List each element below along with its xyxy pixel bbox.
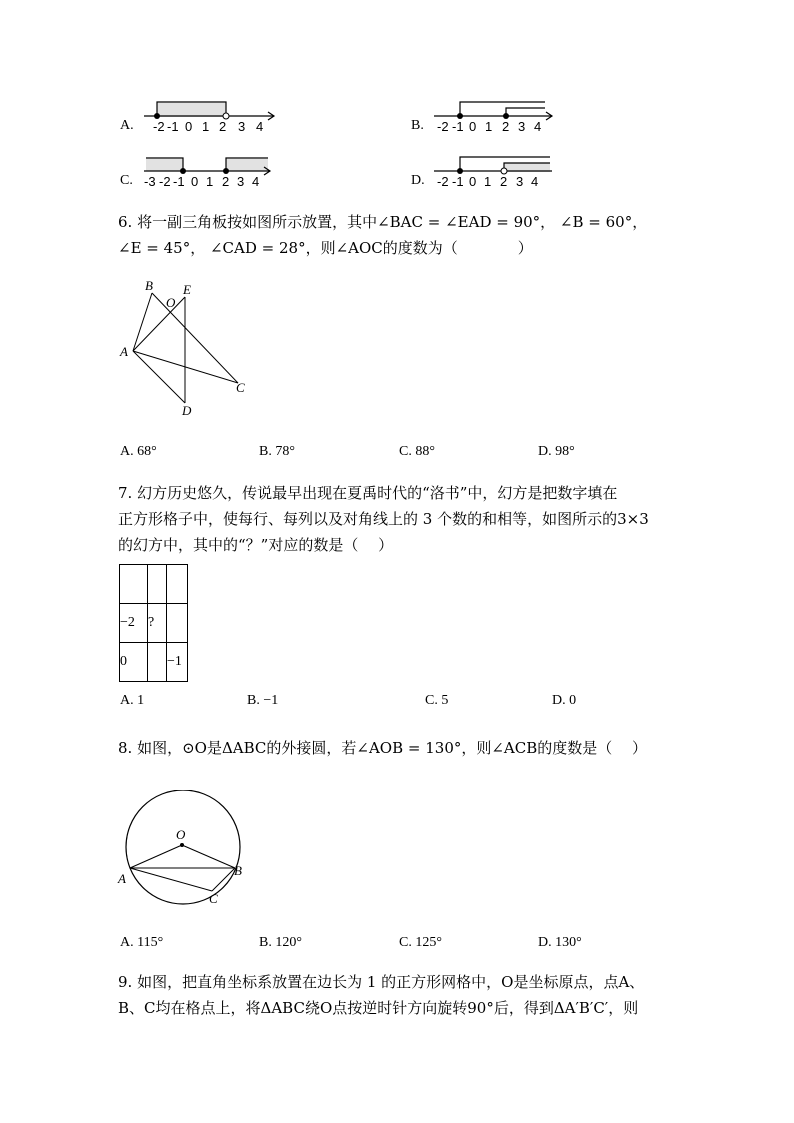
q8-circle-figure	[112, 790, 257, 910]
bracket-left	[460, 102, 545, 116]
option-value: 5	[441, 693, 449, 708]
tick-label: 4	[252, 174, 260, 189]
tick-label: 1	[484, 174, 492, 189]
option-letter: A.	[120, 444, 134, 459]
q8-number: 8.	[118, 739, 133, 757]
center-dot	[180, 843, 184, 847]
tick-label: -1	[173, 174, 185, 189]
option-letter: A.	[120, 693, 134, 708]
tick-label: -2	[159, 174, 171, 189]
option-letter: D.	[538, 444, 552, 459]
option-letter: C.	[399, 444, 412, 459]
label-e: E	[183, 282, 191, 297]
option-letter: B.	[259, 444, 272, 459]
tick-label: -2	[437, 119, 449, 134]
tick-label: 0	[469, 174, 477, 189]
option-value: 78°	[275, 444, 295, 459]
option-value: 68°	[137, 444, 157, 459]
option-letter: B.	[247, 693, 260, 708]
q5-option-c-letter: C.	[120, 173, 133, 188]
grid-row	[120, 604, 188, 643]
segment-ab	[133, 293, 152, 351]
grid-cell	[167, 604, 188, 643]
option-letter: C.	[399, 935, 412, 950]
option-value: 115°	[137, 935, 164, 950]
tick-label: 3	[516, 174, 524, 189]
q8-stem-1: 如图，⊙O是ΔABC的外接圆，若∠AOB = 130°，则∠ACB的度数是（ ）	[137, 739, 648, 757]
tick-label: -1	[452, 174, 464, 189]
q7-option-a	[120, 693, 144, 709]
grid-cell	[120, 565, 148, 604]
tick-label: 2	[502, 119, 510, 134]
grid-cell: ?	[148, 604, 167, 643]
tick-label: 4	[256, 119, 264, 134]
tick-label: -1	[452, 119, 464, 134]
shade	[157, 103, 226, 117]
tick-label: 0	[469, 119, 477, 134]
q5-option-b-number-line	[430, 96, 560, 138]
label-b: B	[145, 278, 153, 293]
q8-option-c	[399, 935, 442, 951]
q7-line-1	[118, 480, 617, 506]
tick-label: 4	[534, 119, 542, 134]
tick-label: 0	[185, 119, 193, 134]
q7-option-d	[552, 693, 576, 709]
q7-option-c	[425, 693, 448, 709]
q5-option-a-number-line	[140, 96, 285, 138]
tick-label: 4	[531, 174, 539, 189]
grid-cell	[148, 643, 167, 682]
grid-cell: −1	[167, 643, 188, 682]
q5-option-b-letter: B.	[411, 118, 424, 133]
q9-line-2: B、C均在格点上，将ΔABC绕O点按逆时针方向旋转90°后，得到ΔA′B′C′，则	[118, 999, 639, 1017]
tick-label: 3	[518, 119, 526, 134]
tick-label: -2	[153, 119, 165, 134]
q6-option-c	[399, 444, 435, 460]
option-letter: C.	[425, 693, 438, 708]
tick-label: -1	[167, 119, 179, 134]
grid-cell	[167, 565, 188, 604]
option-value: −1	[263, 693, 279, 708]
q8-option-d	[538, 935, 582, 951]
grid-row	[120, 643, 188, 682]
q6-number: 6.	[118, 213, 133, 231]
q8-option-b	[259, 935, 302, 951]
q6-line-1	[118, 209, 647, 235]
q5-option-d-number-line	[430, 151, 560, 193]
q6-option-a	[120, 444, 157, 460]
grid-row	[120, 565, 188, 604]
q5-option-d-letter: D.	[411, 173, 425, 188]
option-value: 130°	[555, 935, 582, 950]
q6-line-2: ∠E = 45°， ∠CAD = 28°，则∠AOC的度数为（ ）	[118, 239, 533, 257]
label-c: C	[236, 380, 245, 395]
tick-label: 1	[485, 119, 493, 134]
option-value: 125°	[415, 935, 442, 950]
option-value: 1	[137, 693, 145, 708]
q7-line-3: 的幻方中，其中的“？”对应的数是（ ）	[118, 536, 394, 554]
q7-option-b	[247, 693, 278, 709]
q6-option-b	[259, 444, 295, 460]
q9-number: 9.	[118, 973, 133, 991]
tick-label: 2	[219, 119, 227, 134]
q6-option-d	[538, 444, 575, 460]
option-value: 88°	[415, 444, 435, 459]
tick-label: 0	[191, 174, 199, 189]
tick-label: 1	[206, 174, 214, 189]
tick-label: -2	[437, 174, 449, 189]
q8-option-a	[120, 935, 163, 951]
tick-label: 2	[222, 174, 230, 189]
label-b: B	[234, 863, 242, 878]
option-letter: D.	[538, 935, 552, 950]
q6-stem-1: 将一副三角板按如图所示放置，其中∠BAC = ∠EAD = 90°， ∠B = 60°，	[137, 213, 648, 231]
q9-stem-1: 如图，把直角坐标系放置在边长为 1 的正方形网格中，O是坐标原点，点A、	[137, 973, 645, 991]
option-value: 120°	[275, 935, 302, 950]
segment-ao	[130, 845, 182, 868]
q9-line-1	[118, 969, 644, 995]
tick-label: -3	[144, 174, 156, 189]
tick-label: 2	[500, 174, 508, 189]
q8-line-1	[118, 735, 647, 761]
q5-option-a-letter: A.	[120, 118, 134, 133]
option-letter: A.	[120, 935, 134, 950]
q5-option-c-number-line	[140, 151, 280, 193]
segment-ob	[182, 845, 235, 868]
option-value: 0	[569, 693, 577, 708]
grid-cell: −2	[120, 604, 148, 643]
grid-cell: 0	[120, 643, 148, 682]
tick-label: 3	[237, 174, 245, 189]
segment-ae	[133, 297, 185, 351]
bracket-right	[506, 108, 545, 116]
label-c: C	[209, 891, 218, 906]
option-letter: B.	[259, 935, 272, 950]
tick-label: 3	[238, 119, 246, 134]
label-o: O	[176, 827, 186, 842]
label-d: D	[182, 403, 192, 418]
q7-number: 7.	[118, 484, 133, 502]
circumcircle	[126, 790, 240, 904]
q7-line-2: 正方形格子中，使每行、每列以及对角线上的 3 个数的和相等，如图所示的3×3	[118, 510, 649, 528]
shade-right	[226, 159, 268, 171]
label-a: A	[120, 344, 128, 359]
q7-stem-1: 幻方历史悠久，传说最早出现在夏禹时代的“洛书”中，幻方是把数字填在	[137, 484, 618, 502]
tick-label: 1	[202, 119, 210, 134]
option-value: 98°	[555, 444, 575, 459]
label-a: A	[118, 871, 126, 886]
label-o: O	[166, 295, 176, 310]
magic-square-grid	[119, 564, 188, 682]
grid-cell	[148, 565, 167, 604]
q6-triangle-figure	[112, 276, 262, 421]
option-letter: D.	[552, 693, 566, 708]
shade-left	[146, 159, 183, 171]
